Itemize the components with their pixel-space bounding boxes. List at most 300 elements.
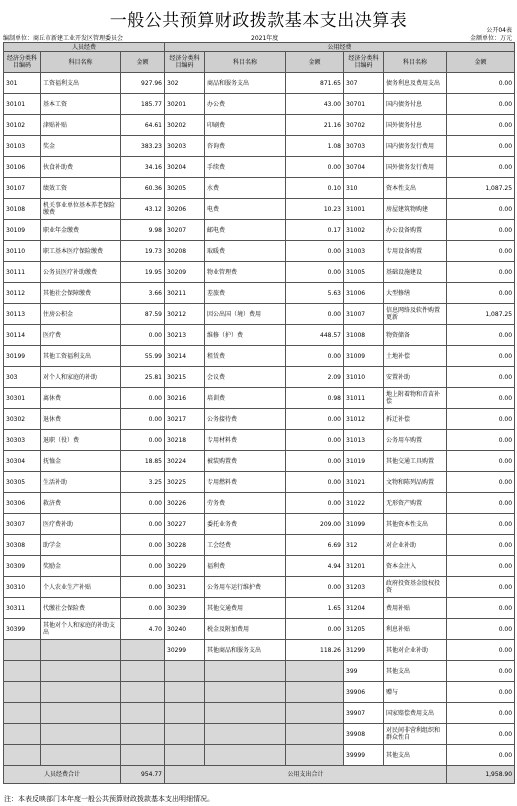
public2-code-cell: 31099 <box>344 514 384 535</box>
public2-amount-cell: 0.00 <box>447 640 515 661</box>
personnel-amount-cell: 0.00 <box>121 325 165 346</box>
report-meta-line <box>3 33 512 42</box>
col-amount-header: 金额 <box>447 52 515 73</box>
table-row <box>4 220 515 241</box>
public-amount-cell: 0.10 <box>286 178 344 199</box>
personnel-amount-cell: 0.00 <box>121 409 165 430</box>
public-name-cell <box>205 745 286 766</box>
personnel-name-cell: 医疗费补助 <box>41 514 121 535</box>
public-name-cell: 专用燃料费 <box>205 472 286 493</box>
public2-name-cell: 物资储备 <box>384 325 447 346</box>
public-name-cell: 商品和服务支出 <box>205 73 286 94</box>
public-name-cell: 专用材料费 <box>205 430 286 451</box>
public-code-cell: 30203 <box>165 136 205 157</box>
personnel-name-cell: 绩效工资 <box>41 178 121 199</box>
personnel-name-cell: 代缴社会保险费 <box>41 598 121 619</box>
table-row <box>4 388 515 409</box>
public2-code-cell: 39999 <box>344 745 384 766</box>
table-row <box>4 514 515 535</box>
table-row <box>4 493 515 514</box>
personnel-amount-cell: 60.36 <box>121 178 165 199</box>
personnel-code-cell: 30103 <box>4 136 41 157</box>
table-row <box>4 619 515 640</box>
public-name-cell: 印刷费 <box>205 115 286 136</box>
personnel-code-cell: 30307 <box>4 514 41 535</box>
personnel-name-cell: 医疗费 <box>41 325 121 346</box>
public-code-cell: 30213 <box>165 325 205 346</box>
public-name-cell: 其他商品和服务支出 <box>205 640 286 661</box>
table-row <box>4 430 515 451</box>
personnel-group-header: 人员经费 <box>4 43 165 52</box>
table-row <box>4 682 515 703</box>
public2-amount-cell: 0.00 <box>447 199 515 220</box>
personnel-name-cell <box>41 703 121 724</box>
personnel-code-cell: 30308 <box>4 535 41 556</box>
personnel-name-cell: 退职（役）费 <box>41 430 121 451</box>
personnel-name-cell: 职业年金缴费 <box>41 220 121 241</box>
public-name-cell: 租赁费 <box>205 346 286 367</box>
public2-code-cell: 31012 <box>344 409 384 430</box>
public-name-cell: 咨询费 <box>205 136 286 157</box>
public2-code-cell: 31011 <box>344 388 384 409</box>
public2-amount-cell: 1,087.25 <box>447 178 515 199</box>
personnel-amount-cell: 87.59 <box>121 304 165 325</box>
personnel-amount-cell: 19.95 <box>121 262 165 283</box>
public-amount-cell: 0.00 <box>286 262 344 283</box>
public-code-cell: 30231 <box>165 577 205 598</box>
personnel-name-cell <box>41 745 121 766</box>
personnel-code-cell: 30114 <box>4 325 41 346</box>
personnel-amount-cell: 43.12 <box>121 199 165 220</box>
public2-name-cell: 其他支出 <box>384 661 447 682</box>
personnel-code-cell: 30304 <box>4 451 41 472</box>
personnel-name-cell: 津贴补贴 <box>41 115 121 136</box>
personnel-code-cell: 30305 <box>4 472 41 493</box>
public-code-cell <box>165 745 205 766</box>
table-row <box>4 325 515 346</box>
personnel-total-label: 人员经费合计 <box>4 766 121 784</box>
public-amount-cell: 43.00 <box>286 94 344 115</box>
public-amount-cell: 4.94 <box>286 556 344 577</box>
personnel-code-cell: 303 <box>4 367 41 388</box>
col-code-header: 经济分类科目编码 <box>4 52 41 73</box>
col-name-header: 科目名称 <box>205 52 286 73</box>
personnel-name-cell: 个人农业生产补贴 <box>41 577 121 598</box>
public2-name-cell: 公务用车购置 <box>384 430 447 451</box>
public2-code-cell: 31005 <box>344 262 384 283</box>
personnel-code-cell: 30101 <box>4 94 41 115</box>
expenditure-table <box>3 42 515 784</box>
public-name-cell: 手续费 <box>205 157 286 178</box>
public-code-cell: 30212 <box>165 304 205 325</box>
public2-name-cell: 地上附着物和青苗补偿 <box>384 388 447 409</box>
public2-code-cell: 30703 <box>344 136 384 157</box>
public-name-cell: 电费 <box>205 199 286 220</box>
public-name-cell: 劳务费 <box>205 493 286 514</box>
public2-code-cell: 31021 <box>344 472 384 493</box>
public-name-cell: 维修（护）费 <box>205 325 286 346</box>
table-row <box>4 556 515 577</box>
personnel-amount-cell: 64.61 <box>121 115 165 136</box>
personnel-code-cell: 30108 <box>4 199 41 220</box>
col-name-header: 科目名称 <box>384 52 447 73</box>
personnel-amount-cell: 3.66 <box>121 283 165 304</box>
public2-amount-cell: 0.00 <box>447 577 515 598</box>
public2-amount-cell: 0.00 <box>447 346 515 367</box>
public2-code-cell: 399 <box>344 661 384 682</box>
public2-name-cell: 国外债务发行费用 <box>384 157 447 178</box>
public-amount-cell: 6.69 <box>286 535 344 556</box>
col-amount-header: 金额 <box>121 52 165 73</box>
personnel-name-cell: 其他对个人和家庭的补助支出 <box>41 619 121 640</box>
public2-code-cell: 31204 <box>344 598 384 619</box>
public-name-cell: 差旅费 <box>205 283 286 304</box>
personnel-code-cell: 30310 <box>4 577 41 598</box>
public-amount-cell: 2.09 <box>286 367 344 388</box>
public-code-cell: 30226 <box>165 493 205 514</box>
public2-code-cell: 31008 <box>344 325 384 346</box>
public-name-cell <box>205 724 286 745</box>
public-name-cell: 水费 <box>205 178 286 199</box>
public-amount-cell <box>286 745 344 766</box>
public-name-cell: 邮电费 <box>205 220 286 241</box>
public-name-cell: 办公费 <box>205 94 286 115</box>
personnel-code-cell: 30199 <box>4 346 41 367</box>
personnel-amount-cell: 383.23 <box>121 136 165 157</box>
public-name-cell <box>205 682 286 703</box>
personnel-name-cell: 机关事业单位基本养老保险缴费 <box>41 199 121 220</box>
public-amount-cell: 0.00 <box>286 409 344 430</box>
public-code-cell: 30240 <box>165 619 205 640</box>
public2-amount-cell: 0.00 <box>447 94 515 115</box>
table-row <box>4 262 515 283</box>
personnel-code-cell <box>4 745 41 766</box>
public2-amount-cell: 0.00 <box>447 661 515 682</box>
personnel-code-cell: 30109 <box>4 220 41 241</box>
public2-amount-cell: 0.00 <box>447 724 515 745</box>
personnel-name-cell: 伙食补助费 <box>41 157 121 178</box>
personnel-code-cell: 30112 <box>4 283 41 304</box>
personnel-code-cell: 30309 <box>4 556 41 577</box>
public2-code-cell: 30701 <box>344 94 384 115</box>
public-amount-cell: 0.00 <box>286 493 344 514</box>
public2-amount-cell: 0.00 <box>447 220 515 241</box>
public2-amount-cell: 0.00 <box>447 598 515 619</box>
public-amount-cell: 1.65 <box>286 598 344 619</box>
form-code: 公开04表 <box>486 27 512 34</box>
public2-code-cell: 30702 <box>344 115 384 136</box>
public2-amount-cell: 0.00 <box>447 535 515 556</box>
public2-name-cell: 费用补贴 <box>384 598 447 619</box>
table-row <box>4 241 515 262</box>
public-amount-cell: 1.08 <box>286 136 344 157</box>
personnel-amount-cell <box>121 724 165 745</box>
personnel-name-cell: 退休费 <box>41 409 121 430</box>
table-row <box>4 535 515 556</box>
public-name-cell: 取暖费 <box>205 241 286 262</box>
personnel-amount-cell <box>121 682 165 703</box>
public2-code-cell: 31002 <box>344 220 384 241</box>
personnel-amount-cell: 9.98 <box>121 220 165 241</box>
public-amount-cell: 118.26 <box>286 640 344 661</box>
footnote: 注：本表反映部门本年度一般公共预算财政拨款基本支出明细情况。 <box>4 795 214 803</box>
personnel-code-cell <box>4 661 41 682</box>
personnel-code-cell <box>4 640 41 661</box>
col-amount-header: 金额 <box>286 52 344 73</box>
public2-code-cell: 31205 <box>344 619 384 640</box>
personnel-total-amount: 954.77 <box>121 766 165 784</box>
public2-code-cell: 39908 <box>344 724 384 745</box>
public-name-cell: 公务用车运行维护费 <box>205 577 286 598</box>
public2-code-cell: 307 <box>344 73 384 94</box>
public-code-cell: 30239 <box>165 598 205 619</box>
public-amount-cell: 448.57 <box>286 325 344 346</box>
personnel-code-cell <box>4 703 41 724</box>
personnel-code-cell: 30110 <box>4 241 41 262</box>
public-code-cell: 30228 <box>165 535 205 556</box>
personnel-name-cell <box>41 661 121 682</box>
public2-name-cell: 其他交通工具购置 <box>384 451 447 472</box>
personnel-name-cell: 助学金 <box>41 535 121 556</box>
public2-code-cell: 31022 <box>344 493 384 514</box>
public2-amount-cell: 1,087.25 <box>447 304 515 325</box>
public-code-cell: 30206 <box>165 199 205 220</box>
personnel-amount-cell: 55.99 <box>121 346 165 367</box>
table-row <box>4 724 515 745</box>
public-amount-cell: 0.00 <box>286 346 344 367</box>
table-row <box>4 178 515 199</box>
public2-code-cell: 31201 <box>344 556 384 577</box>
public-code-cell: 30204 <box>165 157 205 178</box>
table-row <box>4 199 515 220</box>
public-amount-cell: 0.00 <box>286 619 344 640</box>
public-total-amount: 1,958.90 <box>447 766 515 784</box>
public-amount-cell: 209.00 <box>286 514 344 535</box>
public-code-cell: 30214 <box>165 346 205 367</box>
public2-amount-cell: 0.00 <box>447 493 515 514</box>
table-row <box>4 703 515 724</box>
public-name-cell: 培训费 <box>205 388 286 409</box>
public-code-cell: 30209 <box>165 262 205 283</box>
public-name-cell: 物业管理费 <box>205 262 286 283</box>
public2-amount-cell: 0.00 <box>447 367 515 388</box>
public2-code-cell: 31013 <box>344 430 384 451</box>
public2-code-cell: 31001 <box>344 199 384 220</box>
public2-name-cell: 拆迁补偿 <box>384 409 447 430</box>
public2-code-cell: 31203 <box>344 577 384 598</box>
public-name-cell: 税金及附加费用 <box>205 619 286 640</box>
personnel-code-cell: 30106 <box>4 157 41 178</box>
personnel-code-cell: 30311 <box>4 598 41 619</box>
table-row <box>4 661 515 682</box>
table-row <box>4 409 515 430</box>
personnel-code-cell <box>4 682 41 703</box>
public2-code-cell: 31003 <box>344 241 384 262</box>
personnel-name-cell: 离休费 <box>41 388 121 409</box>
personnel-amount-cell: 0.00 <box>121 598 165 619</box>
personnel-amount-cell: 0.00 <box>121 514 165 535</box>
public-name-cell: 公务接待费 <box>205 409 286 430</box>
personnel-code-cell: 30113 <box>4 304 41 325</box>
personnel-amount-cell: 19.73 <box>121 241 165 262</box>
public2-amount-cell: 0.00 <box>447 514 515 535</box>
personnel-amount-cell: 0.00 <box>121 556 165 577</box>
public-amount-cell: 5.63 <box>286 283 344 304</box>
public-code-cell: 30205 <box>165 178 205 199</box>
table-group-header <box>4 43 515 52</box>
public2-amount-cell: 0.00 <box>447 430 515 451</box>
personnel-code-cell <box>4 724 41 745</box>
public-code-cell <box>165 724 205 745</box>
personnel-code-cell: 30302 <box>4 409 41 430</box>
table-row <box>4 304 515 325</box>
public2-code-cell: 31009 <box>344 346 384 367</box>
public2-amount-cell: 0.00 <box>447 745 515 766</box>
personnel-name-cell <box>41 640 121 661</box>
personnel-name-cell: 基本工资 <box>41 94 121 115</box>
public-name-cell <box>205 661 286 682</box>
public2-code-cell: 31010 <box>344 367 384 388</box>
table-row <box>4 640 515 661</box>
public-amount-cell: 10.23 <box>286 199 344 220</box>
public2-name-cell: 土地补偿 <box>384 346 447 367</box>
public2-name-cell: 安置补助 <box>384 367 447 388</box>
personnel-amount-cell: 927.96 <box>121 73 165 94</box>
col-code-header: 经济分类科目编码 <box>165 52 205 73</box>
personnel-name-cell: 其他工资福利支出 <box>41 346 121 367</box>
personnel-code-cell: 30303 <box>4 430 41 451</box>
personnel-name-cell: 生活补助 <box>41 472 121 493</box>
personnel-name-cell: 抚恤金 <box>41 451 121 472</box>
public2-name-cell: 资本金注入 <box>384 556 447 577</box>
public-code-cell <box>165 682 205 703</box>
public2-name-cell: 专用设备购置 <box>384 241 447 262</box>
personnel-code-cell: 30107 <box>4 178 41 199</box>
public-name-cell: 工会经费 <box>205 535 286 556</box>
public2-code-cell: 31006 <box>344 283 384 304</box>
public2-amount-cell: 0.00 <box>447 682 515 703</box>
public-amount-cell: 0.00 <box>286 157 344 178</box>
compiling-unit: 编制单位：商丘市新建工业开发区管理委员会 <box>3 35 124 42</box>
public2-code-cell: 310 <box>344 178 384 199</box>
personnel-code-cell: 301 <box>4 73 41 94</box>
public-amount-cell <box>286 703 344 724</box>
public2-name-cell: 基础设施建设 <box>384 262 447 283</box>
public2-name-cell: 其他资本性支出 <box>384 514 447 535</box>
table-row <box>4 346 515 367</box>
personnel-name-cell: 奖金 <box>41 136 121 157</box>
personnel-amount-cell: 18.85 <box>121 451 165 472</box>
public2-code-cell: 39906 <box>344 682 384 703</box>
table-row <box>4 367 515 388</box>
public2-name-cell: 债务利息及费用支出 <box>384 73 447 94</box>
public2-name-cell: 国内债务付息 <box>384 94 447 115</box>
public-amount-cell <box>286 724 344 745</box>
public-amount-cell <box>286 661 344 682</box>
public2-name-cell: 国家赔偿费用支出 <box>384 703 447 724</box>
currency-unit: 金额单位：万元 <box>469 35 512 42</box>
public-amount-cell: 871.65 <box>286 73 344 94</box>
public2-code-cell: 39907 <box>344 703 384 724</box>
personnel-code-cell: 30111 <box>4 262 41 283</box>
public-amount-cell: 0.98 <box>286 388 344 409</box>
public-code-cell: 30217 <box>165 409 205 430</box>
personnel-name-cell: 公务员医疗补助缴费 <box>41 262 121 283</box>
personnel-amount-cell: 0.00 <box>121 388 165 409</box>
public-code-cell: 30215 <box>165 367 205 388</box>
col-code-header: 经济分类科目编码 <box>344 52 384 73</box>
public2-code-cell: 312 <box>344 535 384 556</box>
personnel-code-cell: 30301 <box>4 388 41 409</box>
personnel-code-cell: 30399 <box>4 619 41 640</box>
table-row <box>4 157 515 178</box>
public-code-cell: 30211 <box>165 283 205 304</box>
public2-name-cell: 信息网络及软件购置更新 <box>384 304 447 325</box>
public2-amount-cell: 0.00 <box>447 157 515 178</box>
public2-name-cell: 其他对企业补助 <box>384 640 447 661</box>
table-row <box>4 115 515 136</box>
public-amount-cell: 0.00 <box>286 451 344 472</box>
personnel-amount-cell <box>121 745 165 766</box>
personnel-name-cell: 住房公积金 <box>41 304 121 325</box>
public2-name-cell: 资本性支出 <box>384 178 447 199</box>
public2-name-cell: 赠与 <box>384 682 447 703</box>
public2-amount-cell: 0.00 <box>447 241 515 262</box>
public2-amount-cell: 0.00 <box>447 472 515 493</box>
public2-name-cell: 对企业补助 <box>384 535 447 556</box>
personnel-amount-cell <box>121 640 165 661</box>
public-code-cell: 30218 <box>165 430 205 451</box>
public2-name-cell: 其他支出 <box>384 745 447 766</box>
personnel-amount-cell: 0.00 <box>121 493 165 514</box>
public-code-cell: 30227 <box>165 514 205 535</box>
public-name-cell: 被装购置费 <box>205 451 286 472</box>
report-title: 一般公共预算财政拨款基本支出决算表 <box>109 11 408 31</box>
public2-code-cell: 30704 <box>344 157 384 178</box>
public2-amount-cell: 0.00 <box>447 703 515 724</box>
personnel-code-cell: 30102 <box>4 115 41 136</box>
public2-amount-cell: 0.00 <box>447 556 515 577</box>
totals-row <box>4 766 515 784</box>
public2-amount-cell: 0.00 <box>447 136 515 157</box>
col-name-header: 科目名称 <box>41 52 121 73</box>
table-row <box>4 745 515 766</box>
public-code-cell: 30229 <box>165 556 205 577</box>
public2-name-cell: 对民间非营利组织和群众性自 <box>384 724 447 745</box>
public2-name-cell: 办公设备购置 <box>384 220 447 241</box>
public2-name-cell: 国内债务发行费用 <box>384 136 447 157</box>
table-column-header <box>4 52 515 73</box>
public2-name-cell: 利息补贴 <box>384 619 447 640</box>
personnel-name-cell: 职工基本医疗保险缴费 <box>41 241 121 262</box>
personnel-amount-cell: 0.00 <box>121 577 165 598</box>
personnel-name-cell: 奖励金 <box>41 556 121 577</box>
personnel-name-cell: 工资福利支出 <box>41 73 121 94</box>
public-code-cell: 30225 <box>165 472 205 493</box>
public-name-cell: 其他交通费用 <box>205 598 286 619</box>
public-group-header: 公用经费 <box>165 43 515 52</box>
public2-name-cell: 国外债务付息 <box>384 115 447 136</box>
public-code-cell: 302 <box>165 73 205 94</box>
personnel-name-cell <box>41 724 121 745</box>
public-name-cell: 因公出国（境）费用 <box>205 304 286 325</box>
public-amount-cell: 0.00 <box>286 472 344 493</box>
public-amount-cell: 0.00 <box>286 304 344 325</box>
public-code-cell: 30208 <box>165 241 205 262</box>
public-amount-cell: 21.16 <box>286 115 344 136</box>
public2-name-cell: 房屋建筑物购建 <box>384 199 447 220</box>
public-name-cell: 委托业务费 <box>205 514 286 535</box>
